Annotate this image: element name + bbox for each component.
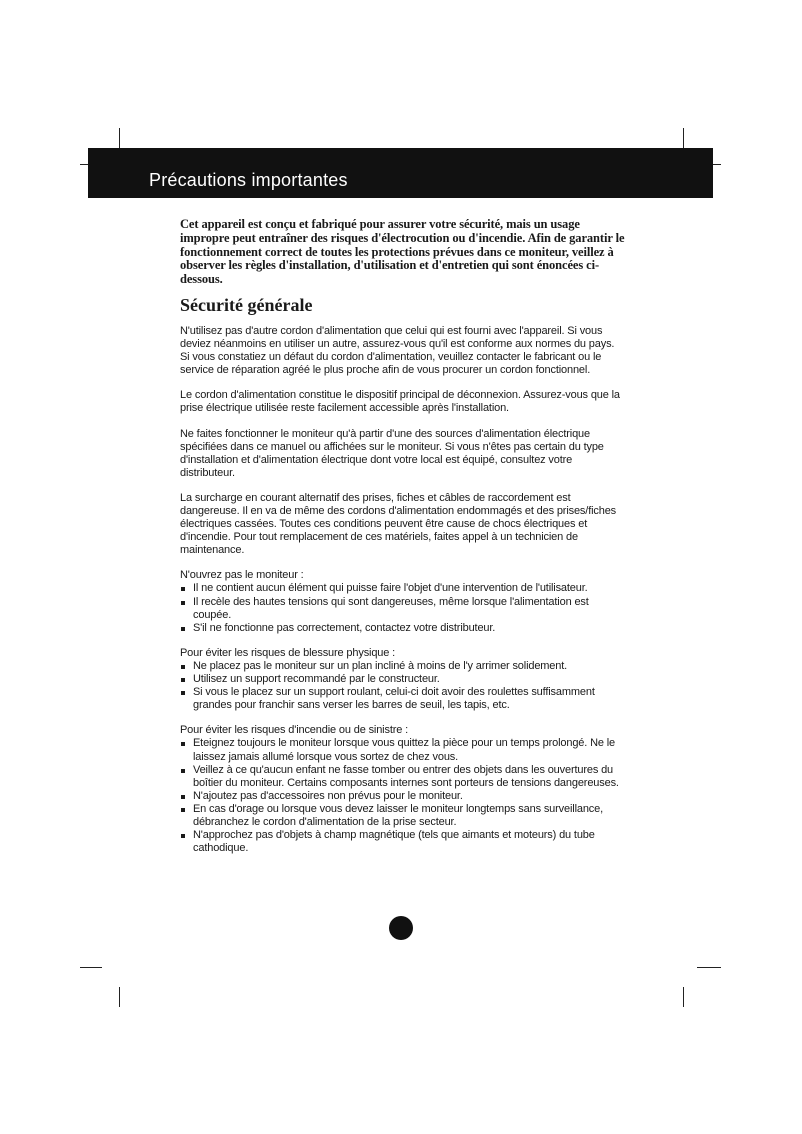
list-item: Eteignez toujours le moniteur lorsque vous quittez la pièce pour un temps prolongé. Ne le laissez jamais allumé lorsque vous sortez de chez vous. — [180, 737, 626, 763]
list-item: Ne placez pas le moniteur sur un plan incliné à moins de l'y arrimer solidement. — [180, 660, 626, 673]
crop-mark — [119, 987, 120, 1007]
crop-mark — [683, 987, 684, 1007]
content — [180, 218, 626, 867]
group-title: N'ouvrez pas le moniteur : — [180, 569, 304, 582]
crop-mark — [80, 967, 102, 968]
list-item: S'il ne fonctionne pas correctement, contactez votre distributeur. — [180, 622, 626, 635]
paragraph: Ne faites fonctionner le moniteur qu'à partir d'une des sources d'alimentation électrique spécifiées dans ce manuel ou affichées sur le moniteur. Si vous n'êtes pas certain du type d'installation et d'alimentation électrique dont votre local est équipé, consultez votre distributeur. — [180, 427, 604, 479]
bullet-list — [180, 582, 626, 634]
bullet-list — [180, 660, 626, 712]
list-item: N'approchez pas d'objets à champ magnétique (tels que aimants et moteurs) du tube cathodique. — [180, 829, 626, 855]
crop-mark — [697, 967, 721, 968]
group-title: Pour éviter les risques de blessure physique : — [180, 646, 396, 659]
paragraph: N'utilisez pas d'autre cordon d'alimentation que celui qui est fourni avec l'appareil. Si vous deviez néanmoins en utiliser un autre, assurez-vous qu'il est conforme aux normes du pays. Si vous constatiez un défaut du cordon d'alimentation, veuillez contacter le fabricant ou le service de réparation agréé le plus proche afin de vous procurer un cordon fonctionnel. — [180, 324, 615, 377]
page-marker-dot — [389, 916, 413, 940]
paragraph: La surcharge en courant alternatif des prises, fiches et câbles de raccordement est dangereuse. Il en va de même des cordons d'alimentation endommagés et des prises/fiches électriques cassées. Toutes ces conditions peuvent être cause de chocs électriques et d'incendie. Pour tout remplacement de ces matériels, faites appel à un technicien de maintenance. — [180, 491, 617, 557]
paragraph: Le cordon d'alimentation constitue le dispositif principal de déconnexion. Assurez-vous que la prise électrique utilisée reste facilement accessible après l'installation. — [180, 389, 620, 415]
header-bar — [88, 148, 713, 198]
bullet-list — [180, 737, 626, 855]
intro-text: Cet appareil est conçu et fabriqué pour assurer votre sécurité, mais un usage impropre peut entraîner des risques d'électrocution ou d'incendie. Afin de garantir le fonctionnement correct de toutes les protections prévues dans ce moniteur, veillez à observer les règles d'installation, d'utilisation et d'entretien qui sont énoncées ci-dessous. — [180, 217, 625, 287]
list-item: Si vous le placez sur un support roulant, celui-ci doit avoir des roulettes suffisamment grandes pour franchir sans verser les barres de seuil, les tapis, etc. — [180, 686, 626, 712]
list-item: Il ne contient aucun élément qui puisse faire l'objet d'une intervention de l'utilisateur. — [180, 582, 626, 595]
list-item: En cas d'orage ou lorsque vous devez laisser le moniteur longtemps sans surveillance, débranchez le cordon d'alimentation de la prise secteur. — [180, 803, 626, 829]
list-item: Il recèle des hautes tensions qui sont dangereuses, même lorsque l'alimentation est coupée. — [180, 596, 626, 622]
list-item: Veillez à ce qu'aucun enfant ne fasse tomber ou entrer des objets dans les ouvertures du boîtier du moniteur. Certains composants internes sont porteurs de tensions dangereuses. — [180, 764, 626, 790]
list-item: Utilisez un support recommandé par le constructeur. — [180, 673, 626, 686]
section-title: Sécurité générale — [180, 294, 313, 315]
page-title: Précautions importantes — [149, 170, 348, 190]
list-item: N'ajoutez pas d'accessoires non prévus pour le moniteur. — [180, 790, 626, 803]
group-title: Pour éviter les risques d'incendie ou de sinistre : — [180, 724, 409, 737]
